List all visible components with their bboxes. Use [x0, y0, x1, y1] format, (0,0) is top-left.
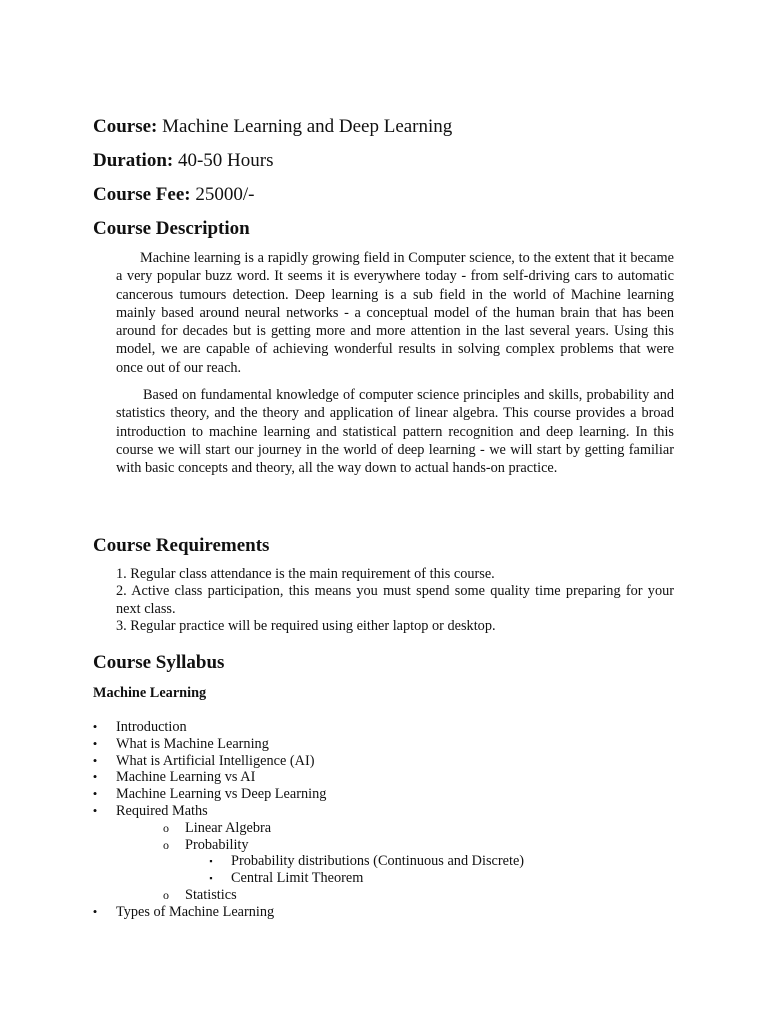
requirement-item: 3. Regular practice will be required using either laptop or desktop.: [116, 617, 496, 634]
bullet-dot-icon: •: [92, 802, 98, 818]
syllabus-item-text: Central Limit Theorem: [231, 870, 364, 887]
bullet-circle-icon: o: [163, 820, 169, 835]
syllabus-item-text: What is Artificial Intelligence (AI): [116, 752, 315, 769]
bullet-square-icon: ▪: [209, 856, 213, 867]
syllabus-item-text: Required Maths: [116, 802, 208, 819]
bullet-dot-icon: •: [92, 735, 98, 751]
course-duration-label: Duration:: [93, 150, 174, 171]
bullet-dot-icon: •: [92, 786, 98, 802]
course-title-line: [93, 116, 452, 138]
syllabus-item: [0, 719, 768, 736]
description-heading: Course Description: [93, 218, 250, 239]
requirement-item: 2. Active class participation, this means you must spend some quality time preparing for your next class.: [116, 583, 674, 617]
syllabus-item-text: Statistics: [185, 886, 237, 903]
syllabus-item-text: Types of Machine Learning: [116, 903, 275, 920]
syllabus-item: [0, 803, 768, 820]
description-paragraph-2: Based on fundamental knowledge of computer science principles and skills, probability and statistics theory, and the theory and application of linear algebra. This course provides a broad introduction to machine learning and statistical pattern recognition and deep learning. In this course we will start our journey in the world of deep learning - we will start by getting familiar with basic concepts and theory, all the way down to actual hands-on practice.: [116, 387, 674, 477]
syllabus-subitem: [0, 837, 768, 854]
bullet-dot-icon: •: [92, 903, 98, 919]
syllabus-item: [0, 786, 768, 803]
syllabus-subsubitem: [0, 853, 768, 870]
bullet-dot-icon: •: [92, 752, 98, 768]
bullet-circle-icon: o: [163, 837, 169, 852]
syllabus-subitem: [0, 820, 768, 837]
syllabus-item: [0, 736, 768, 753]
syllabus-item-text: Machine Learning vs AI: [116, 769, 256, 786]
syllabus-item-text: Machine Learning vs Deep Learning: [116, 786, 327, 803]
course-title-value: Machine Learning and Deep Learning: [162, 116, 453, 137]
bullet-dot-icon: •: [92, 769, 98, 785]
requirements-list: [116, 566, 674, 635]
requirements-heading: Course Requirements: [93, 535, 270, 556]
syllabus-subitem: [0, 887, 768, 904]
syllabus-subheading: Machine Learning: [93, 685, 207, 701]
course-duration-value: 40-50 Hours: [177, 150, 274, 171]
syllabus-item-text: Linear Algebra: [185, 819, 272, 836]
syllabus-list: [0, 719, 768, 921]
bullet-square-icon: ▪: [209, 873, 213, 884]
bullet-dot-icon: •: [92, 719, 98, 734]
syllabus-item-text: Probability: [185, 836, 249, 853]
description-paragraph-1: Machine learning is a rapidly growing field in Computer science, to the extent that it became a very popular buzz word. It seems it is everywhere today - from self-driving cars to automatic cancerous tumours detection. Deep learning is a sub field in the world of Machine learning mainly based around neural networks - a conceptual model of the human brain that has been around for decades but is getting more and more attention in the last several years. Using this model, we are capable of achieving wonderful results in solving complex problems that were once out of our reach.: [116, 250, 674, 376]
course-fee-label: Course Fee:: [93, 184, 191, 205]
syllabus-item-text: Probability distributions (Continuous and Discrete): [231, 853, 525, 870]
syllabus-item-text: What is Machine Learning: [116, 735, 269, 752]
syllabus-item: [0, 904, 768, 921]
bullet-circle-icon: o: [163, 887, 169, 902]
syllabus-heading: Course Syllabus: [93, 652, 225, 673]
course-duration-line: [93, 150, 274, 172]
syllabus-item-text: Introduction: [116, 719, 187, 735]
syllabus-item: [0, 753, 768, 770]
course-title-label: Course:: [93, 116, 158, 137]
syllabus-item: [0, 769, 768, 786]
course-fee-value: 25000/-: [195, 184, 255, 205]
syllabus-subsubitem: [0, 870, 768, 887]
course-fee-line: [93, 184, 254, 206]
requirement-item: 1. Regular class attendance is the main requirement of this course.: [116, 566, 495, 582]
